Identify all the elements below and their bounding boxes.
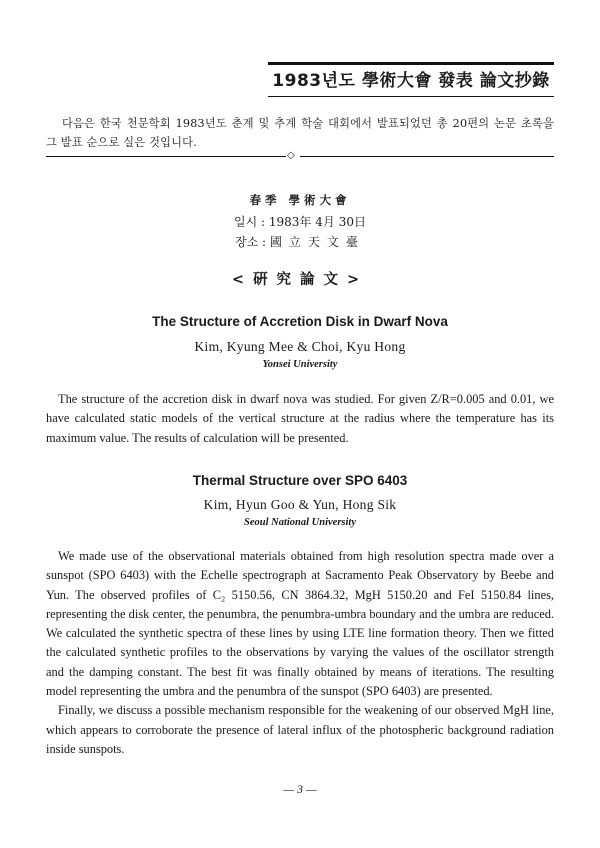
paper-affiliation: Yonsei University (262, 359, 338, 370)
section-heading: <硏究論文> (231, 271, 369, 288)
date-value: 1983年 4月 30日 (268, 215, 366, 229)
paper-title: The Structure of Accretion Disk in Dwarf Nova (152, 314, 448, 329)
paper-authors: Kim, Kyung Mee & Choi, Kyu Hong (194, 339, 406, 354)
paper-affiliation: Seoul National University (243, 517, 356, 528)
paper-authors: Kim, Hyun Goo & Yun, Hong Sik (203, 497, 397, 512)
page-number: — 3 — (283, 782, 317, 796)
session-title: 春季 學術大會 (249, 193, 351, 207)
abstract-paragraph: The structure of the accretion disk in dwarf nova was studied. For given Z/R=0.005 and 0.01, we have calculated static models of the vertical structure at the radius where the temperature has its maximum value. The results of calculation will be presented. (46, 392, 554, 445)
abstract-paragraph: We made use of the observational materials obtained from high resolution spectra made over a sunspot (SPO 6403) with the Echelle spectrograph at Sacramento Peak Observatory by Beebe and Yun. The observed profiles of C₂ 5150.56, CN 3864.32, MgH 5150.20 and FeI 5150.84 lines, representing the disk center, the penumbra, the penumbra-umbra boundary and the umbra are reduced. We calculated the synthetic spectra of these lines by using LTE line formation theory. Then we fitted the calculated synthetic profiles to the observations by varying the values of the oscillator strength and the damping constant. The best fit was finally obtained by means of iterations. The resulting model representing the umbra and the penumbra of the sunspot (SPO 6403) are presented. (46, 549, 554, 699)
place-value: 國立天文臺 (269, 235, 365, 249)
separator-right-rule (300, 156, 554, 157)
page-header-title: 1983년도 學術大會 發表 論文抄錄 (272, 71, 550, 91)
diamond-icon: ◇ (287, 150, 295, 161)
header-bottom-rule (268, 96, 554, 97)
place-label: 장소 : (235, 235, 270, 249)
intro-paragraph: 다음은 한국 천문학회 1983년도 춘계 및 추계 학술 대회에서 발표되었던 총 20편의 논문 초록을 그 발표 순으로 실은 것입니다. (46, 117, 554, 149)
separator-left-rule (46, 156, 286, 157)
session-place (0, 233, 600, 250)
paper-abstract (46, 390, 554, 448)
header-top-rule (268, 62, 554, 65)
paper-abstract (46, 547, 554, 759)
session-date (0, 213, 600, 230)
abstract-paragraph: Finally, we discuss a possible mechanism responsible for the weakening of our observed MgH line, which appears to corroborate the presence of lateral influx of the photospheric background radiation inside sunspots. (46, 703, 554, 756)
paper-title: Thermal Structure over SPO 6403 (192, 473, 408, 488)
date-label: 일시 : (234, 215, 269, 229)
